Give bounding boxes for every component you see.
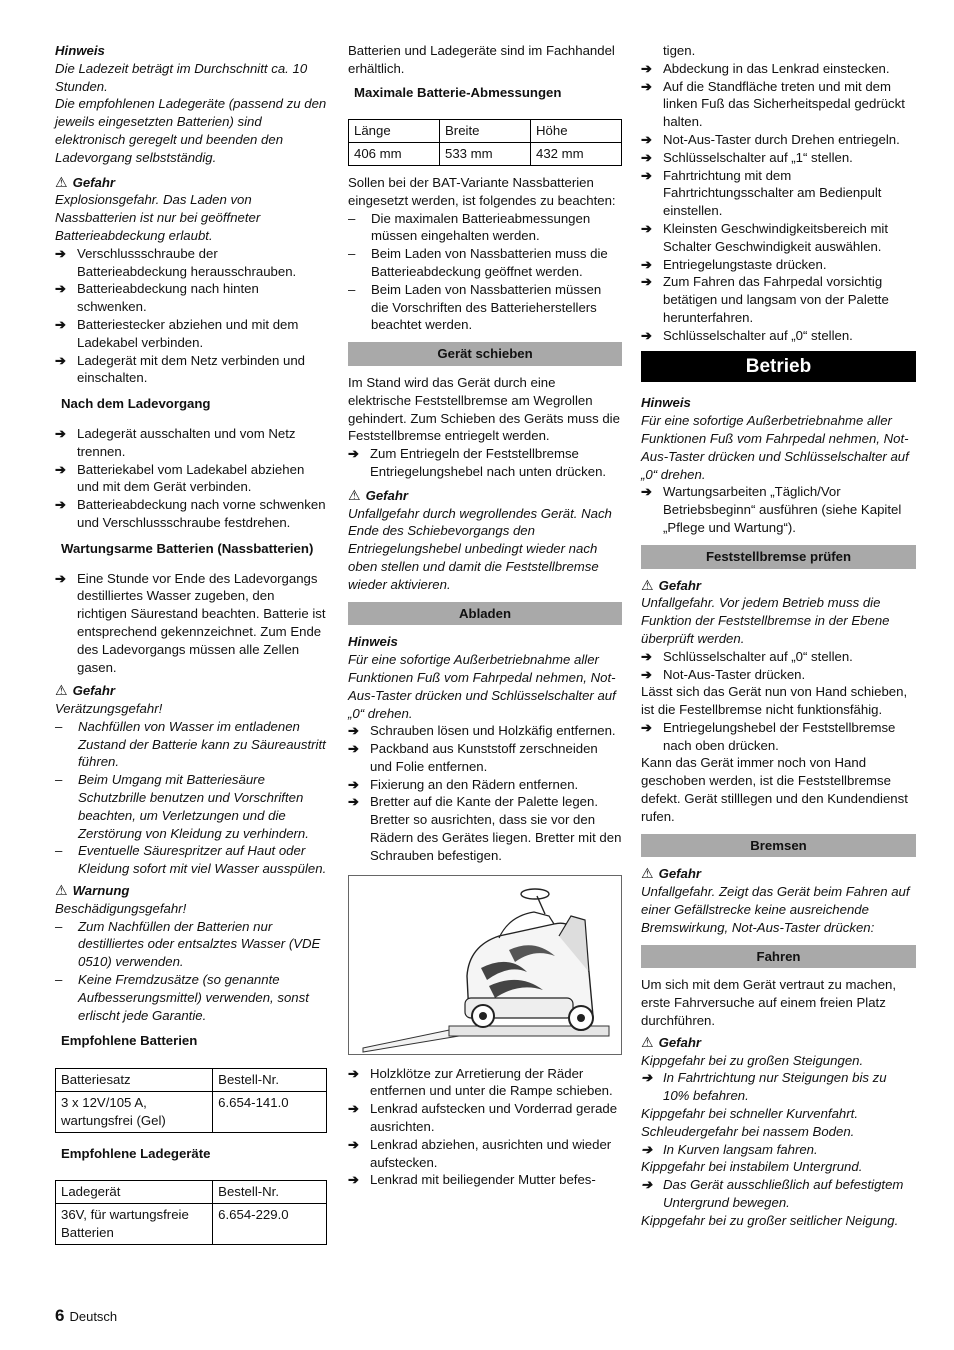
page-footer (55, 1307, 117, 1326)
step-item: ➔ Das Gerät ausschließlich auf befestigtem Untergrund bewegen. (641, 1177, 904, 1211)
step-item: ➔ Schlüsselschalter auf „0“ stellen. (641, 648, 853, 664)
step-item: ➔ Packband aus Kunststoff zerschneiden und Folie entfernen. (348, 741, 598, 774)
section-subtitle: Nach dem Ladevorgang (61, 396, 211, 412)
dash-list (55, 718, 327, 878)
step-item: ➔ Bretter auf die Kante der Palette legen. Bretter so ausrichten, dass sie vor den Rädern des Gerätes liegen. Bretter mit den Schrauben befestigen. (348, 794, 622, 863)
gefahr-heading: ⚠ Gefahr (55, 173, 116, 190)
arrow-icon: ➔ (55, 281, 67, 297)
gefahr-heading: ⚠ Gefahr (641, 865, 702, 882)
language-label: Deutsch (69, 1309, 118, 1324)
continued-text: tigen. (663, 43, 696, 58)
table-row: 36V, für wartungsfreie Batterien 6.654-229.0 (56, 1204, 327, 1245)
table-header: Bestell-Nr. (213, 1181, 327, 1204)
page-number: 6 (55, 1306, 65, 1325)
hinweis-text: Die empfohlenen Ladegeräte (passend zu den jeweils eingesetzten Batterien) sind elektronisch geregelt und beenden den Ladevorgang selbstständig. (55, 96, 327, 165)
arrow-icon: ➔ (641, 648, 653, 664)
warnung-heading: ⚠ Warnung (55, 882, 130, 899)
arrow-icon: ➔ (348, 1101, 360, 1117)
step-item: ➔ Lenkrad aufstecken und Vorderrad gerade ausrichten. (348, 1101, 618, 1135)
step-item: ➔ Batterieabdeckung nach hinten schwenken. (55, 281, 259, 315)
step-item: ➔ Lenkrad mit beiliegender Mutter befes- (348, 1172, 596, 1188)
table-header: Bestell-Nr. (213, 1069, 327, 1092)
step-item: ➔ Lenkrad abziehen, ausrichten und wieder aufstecken. (348, 1136, 612, 1170)
section-heading-geraet-schieben: Gerät schieben (348, 342, 622, 366)
step-list (348, 1065, 622, 1190)
warning-icon: ⚠ (641, 1033, 654, 1050)
hinweis-text: Für eine sofortige Außerbetriebnahme aller Funktionen Fuß vom Fahrpedal nehmen, Not-Aus-Taster drücken und Schlüsselschalter auf „0“ drehen. (348, 652, 616, 721)
arrow-icon: ➔ (348, 776, 360, 792)
dash-list (55, 918, 327, 1025)
arrow-icon: ➔ (641, 1177, 653, 1193)
chargers-table (55, 1180, 327, 1244)
hinweis-text: Für eine sofortige Außerbetriebnahme aller Funktionen Fuß vom Fahrpedal nehmen, Not-Aus-Taster drücken und Schlüsselschalter auf „0“ drehen. (641, 413, 909, 482)
step-list (641, 60, 916, 345)
section-heading-bremsen: Bremsen (641, 834, 916, 858)
body-text: Im Stand wird das Gerät durch eine elektrische Feststellbremse am Wegrollen gehindert. Zum Schieben des Geräts muss die Feststellbremse entriegelt werden. (348, 374, 620, 444)
intro-text: Batterien und Ladegeräte sind im Fachhandel erhältlich. (348, 43, 615, 76)
step-item: ➔ Ladegerät mit dem Netz verbinden und einschalten. (55, 352, 305, 386)
gefahr-text: Unfallgefahr. Vor jedem Betrieb muss die Funktion der Feststellbremse in der Ebene überprüft werden. (641, 595, 890, 646)
arrow-icon: ➔ (641, 327, 653, 343)
section-subtitle: Maximale Batterie-Abmessungen (354, 84, 562, 100)
dash-item: – Zum Nachfüllen der Batterien nur destilliertes oder entsalztes Wasser (VDE 0510) verwenden. (55, 918, 321, 970)
arrow-icon: ➔ (641, 1141, 653, 1157)
dash-item: – Beim Laden von Nassbatterien muss die Batterieabdeckung geöffnet werden. (348, 246, 608, 279)
warning-icon: ⚠ (348, 486, 361, 503)
step-item: ➔ In Kurven langsam fahren. (641, 1141, 818, 1157)
section-subtitle: Wartungsarme Batterien (Nassbatterien) (61, 540, 314, 556)
scrubber-machine-image (349, 876, 621, 1054)
gefahr-text: Explosionsgefahr. Das Laden von Nassbatterien ist nur bei geöffneter Batterieabdeckung erlaubt. (55, 192, 261, 243)
gefahr-text: Unfallgefahr durch wegrollendes Gerät. Nach Ende des Schiebevorgangs den Entriegelungshebel unbedingt wieder nach oben stellen und damit die Feststellbremse wieder aktivieren. (348, 505, 612, 592)
step-item: ➔ Not-Aus-Taster drücken. (641, 666, 806, 682)
step-item: ➔ Zum Fahren das Fahrpedal vorsichtig betätigen und langsam von der Palette herunterfahren. (641, 274, 889, 325)
arrow-icon: ➔ (55, 352, 67, 368)
gefahr-heading: ⚠ Gefahr (641, 1033, 702, 1050)
arrow-icon: ➔ (348, 446, 360, 462)
step-item: ➔ Holzklötze zur Arretierung der Räder entfernen und unter die Rampe schieben. (348, 1065, 613, 1099)
step-item: ➔ Kleinsten Geschwindigkeitsbereich mit Schalter Geschwindigkeit auswählen. (641, 220, 889, 254)
step-list (348, 722, 622, 864)
dash-item: – Nachfüllen von Wasser im entladenen Zustand der Batterie kann zu Säureaustritt führen. (55, 718, 326, 770)
arrow-icon: ➔ (641, 1070, 653, 1086)
step-item: ➔ Schrauben lösen und Holzkäfig entfernen. (348, 723, 616, 739)
arrow-icon: ➔ (641, 149, 653, 165)
hinweis-text: Die Ladezeit beträgt im Durchschnitt ca. 10 Stunden. (55, 60, 308, 94)
column-3 (641, 42, 916, 1230)
step-item: ➔ Fahrtrichtung mit dem Fahrtrichtungsschalter am Bedienpult einstellen. (641, 167, 882, 219)
hinweis-title: Hinweis (348, 634, 398, 650)
step-item: ➔ Not-Aus-Taster durch Drehen entriegeln. (641, 131, 900, 147)
arrow-icon: ➔ (55, 497, 67, 513)
warning-icon: ⚠ (55, 682, 68, 699)
arrow-icon: ➔ (641, 666, 653, 682)
arrow-icon: ➔ (641, 484, 653, 500)
column-2 (348, 42, 622, 1189)
gefahr-heading: ⚠ Gefahr (55, 682, 116, 699)
step-item: ➔ Abdeckung in das Lenkrad einstecken. (641, 60, 890, 76)
step-item: ➔ Batterieabdeckung nach vorne schwenken und Verschlussschraube festdrehen. (55, 497, 326, 530)
warnung-text: Beschädigungsgefahr! (55, 900, 187, 916)
chapter-heading-betrieb: Betrieb (641, 351, 916, 383)
warning-icon: ⚠ (55, 173, 68, 190)
body-text: Kann das Gerät immer noch von Hand geschoben werden, ist die Feststellbremse defekt. Gerät stilllegen und den Kundendienst rufen. (641, 755, 908, 824)
hinweis-title: Hinweis (641, 395, 691, 411)
step-item: ➔ Batteriekabel vom Ladekabel abziehen und mit dem Gerät verbinden. (55, 461, 305, 495)
arrow-icon: ➔ (641, 60, 653, 76)
arrow-icon: ➔ (55, 425, 67, 441)
arrow-icon: ➔ (641, 220, 653, 236)
arrow-icon: ➔ (348, 741, 360, 757)
body-text: Lässt sich das Gerät nun von Hand schieben, ist die Festellbremse nicht funktionsfähig. (641, 684, 908, 718)
step-item: ➔ Entriegelungshebel der Feststellbremse nach oben drücken. (641, 719, 896, 753)
dash-item: – Eventuelle Säurespritzer auf Haut oder Kleidung sofort mit viel Wasser ausspülen. (55, 843, 327, 877)
arrow-icon: ➔ (641, 167, 653, 183)
table-header: Batteriesatz (56, 1069, 213, 1092)
table-row: 3 x 12V/105 A, wartungsfrei (Gel) 6.654-141.0 (56, 1092, 327, 1133)
section-heading-feststellbremse: Feststellbremse prüfen (641, 545, 916, 569)
step-list (55, 245, 327, 387)
arrow-icon: ➔ (348, 1172, 360, 1188)
step-item: ➔ Schlüsselschalter auf „0“ stellen. (641, 327, 853, 343)
dash-item: – Beim Umgang mit Batteriesäure Schutzbrille benutzen und Vorschriften beachten, um Verletzungen und die Zerstörung von Kleidung zu verhindern. (55, 772, 309, 841)
body-text: Um sich mit dem Gerät vertraut zu machen, erste Fahrversuche auf einem freien Platz durchführen. (641, 977, 897, 1029)
dash-item: – Keine Fremdzusätze (so genannte Aufbesserungsmittel) verwenden, sonst erlischt jede Garantie. (55, 972, 309, 1023)
gefahr-text: Kippgefahr bei zu großen Steigungen. (641, 1052, 864, 1068)
table-row: 406 mm 533 mm 432 mm (349, 143, 622, 166)
gefahr-text: Unfallgefahr. Zeigt das Gerät beim Fahren auf einer Gefällstrecke keine ausreichende Bremswirkung, Not-Aus-Taster drücken: (641, 884, 910, 935)
step-item: ➔ Wartungsarbeiten „Täglich/Vor Betriebsbeginn“ ausführen (siehe Kapitel „Pflege und Wartung“). (641, 484, 902, 535)
gefahr-heading: ⚠ Gefahr (641, 576, 702, 593)
arrow-icon: ➔ (641, 256, 653, 272)
gefahr-text: Kippgefahr bei instabilem Untergrund. (641, 1159, 863, 1175)
gefahr-heading: ⚠ Gefahr (348, 486, 409, 503)
table-header: Ladegerät (56, 1181, 213, 1204)
section-heading-fahren: Fahren (641, 945, 916, 969)
arrow-icon: ➔ (55, 461, 67, 477)
dash-list (348, 210, 622, 335)
arrow-icon: ➔ (348, 794, 360, 810)
gefahr-text: Kippgefahr bei schneller Kurvenfahrt. Schleudergefahr bei nassem Boden. (641, 1106, 858, 1139)
step-item: ➔ Entriegelungstaste drücken. (641, 256, 827, 272)
body-text: Sollen bei der BAT-Variante Nassbatterien eingesetzt werden, ist folgendes zu beachten: (348, 174, 616, 208)
dimensions-table (348, 119, 622, 166)
section-subtitle: Empfohlene Ladegeräte (61, 1145, 211, 1161)
arrow-icon: ➔ (55, 316, 67, 332)
step-item: ➔ Batteriestecker abziehen und mit dem Ladekabel verbinden. (55, 316, 299, 350)
step-item: ➔ Verschlussschraube der Batterieabdeckung herausschrauben. (55, 245, 297, 279)
warning-icon: ⚠ (641, 865, 654, 882)
table-header: Breite (440, 120, 531, 143)
arrow-icon: ➔ (348, 723, 360, 739)
arrow-icon: ➔ (641, 131, 653, 147)
step-item: ➔ In Fahrtrichtung nur Steigungen bis zu 10% befahren. (641, 1070, 887, 1104)
warning-icon: ⚠ (641, 576, 654, 593)
table-header: Länge (349, 120, 440, 143)
step-item: ➔ Fixierung an den Rädern entfernen. (348, 776, 579, 792)
arrow-icon: ➔ (348, 1136, 360, 1152)
dash-item: – Beim Laden von Nassbatterien müssen die Vorschriften des Batterieherstellers beachtet werden. (348, 281, 602, 333)
table-header: Höhe (531, 120, 622, 143)
arrow-icon: ➔ (641, 719, 653, 735)
step-list (55, 425, 327, 532)
arrow-icon: ➔ (55, 570, 67, 586)
arrow-icon: ➔ (641, 78, 653, 94)
batteries-table (55, 1068, 327, 1132)
step-item: ➔ Zum Entriegeln der Feststellbremse Entriegelungshebel nach unten drücken. (348, 446, 607, 479)
warning-icon: ⚠ (55, 882, 68, 899)
step-item: ➔ Schlüsselschalter auf „1“ stellen. (641, 149, 853, 165)
column-1 (55, 42, 327, 1253)
gefahr-text: Verätzungsgefahr! (55, 701, 163, 717)
hinweis-title: Hinweis (55, 43, 105, 58)
arrow-icon: ➔ (641, 274, 653, 290)
step-item: ➔ Auf die Standfläche treten und mit dem linken Fuß das Sicherheitspedal gedrückt halten. (641, 78, 905, 130)
step-item: ➔ Eine Stunde vor Ende des Ladevorgangs destilliertes Wasser zugeben, den richtigen Säurestand beachten. Batterie ist entsprechend gekennzeichnet. Zum Ende des Ladevorgangs müssen alle Zellen gasen. (55, 570, 326, 675)
arrow-icon: ➔ (55, 245, 67, 261)
step-item: ➔ Ladegerät ausschalten und vom Netz trennen. (55, 425, 296, 459)
gefahr-text: Kippgefahr bei zu großer seitlicher Neigung. (641, 1212, 899, 1228)
section-subtitle: Empfohlene Batterien (61, 1033, 198, 1049)
section-heading-abladen: Abladen (348, 602, 622, 626)
arrow-icon: ➔ (348, 1065, 360, 1081)
machine-illustration (348, 875, 622, 1055)
dash-item: – Die maximalen Batterieabmessungen müssen eingehalten werden. (348, 210, 591, 244)
